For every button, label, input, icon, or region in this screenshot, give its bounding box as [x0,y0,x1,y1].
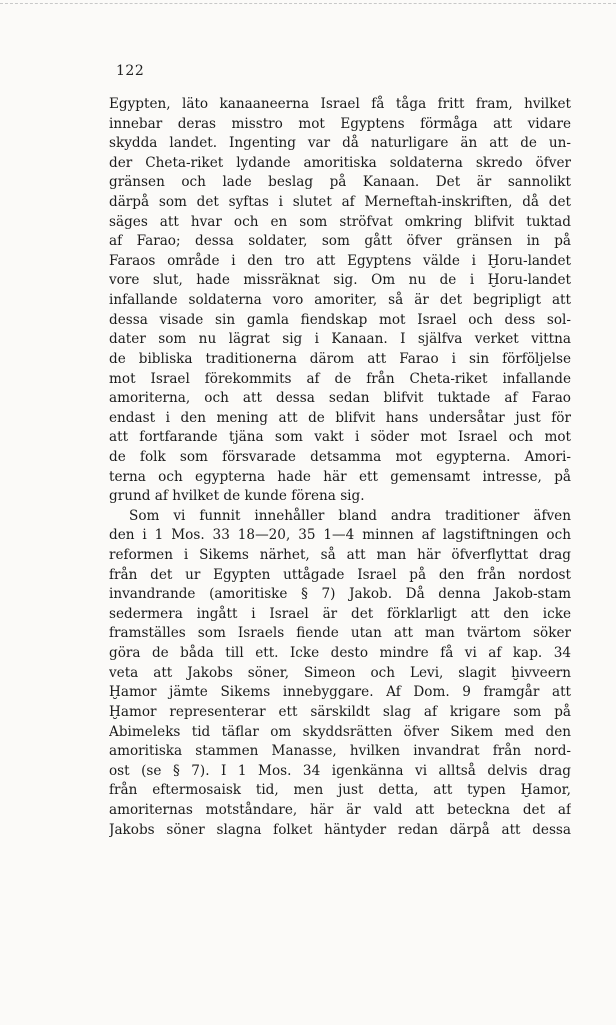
text-line: den i 1 Mos. 33 18—20, 35 1—4 minnen af lagstiftningen och [109,527,571,544]
text-line: från eftermosaisk tid, men just detta, att typen Ḫamor, [109,782,571,799]
text-line: mot Israel förekommits af de från Cheta-riket infallande [109,370,571,387]
text-line: amoriterna, och att dessa sedan blifvit tuktade af Farao [109,390,571,407]
text-line: Ḫamor jämte Sikems innebyggare. Af Dom. 9 framgår att [109,684,571,701]
text-line: Ḫamor representerar ett särskildt slag af krigare som på [109,703,571,720]
text-line: invandrande (amoritiske § 7) Jakob. Då denna Jakob-stam [109,586,571,603]
text-line: dater som nu lägrat sig i Kanaan. I själfva verket vittna [109,331,571,348]
text-line: skydda landet. Ingenting var då naturligare än att de un- [109,135,571,152]
text-line: vore slut, hade missräknat sig. Om nu de i Ḫoru-landet [109,272,571,289]
text-line: terna och egypterna hade här ett gemensamt intresse, på [109,468,571,485]
text-line: säges att hvar och en som ströfvat omkring blifvit tuktad [109,213,571,230]
text-line: amoritiska stammen Manasse, hvilken invandrat från nord- [109,743,571,760]
text-line: dessa visade sin gamla fiendskap mot Israel och dess sol- [109,311,571,328]
text-line: amoriternas motståndare, här är vald att beteckna det af [109,801,571,818]
text-line: därpå som det syftas i slutet af Merneftah-inskriften, då det [109,194,571,211]
text-line: att fortfarande tjäna som vakt i söder mot Israel och mot [109,429,571,446]
page-number: 122 [116,63,145,79]
text-line: Faraos område i den tro att Egyptens välde i Ḫoru-landet [109,252,571,269]
page-edge-divider [0,3,616,4]
text-line: de folk som försvarade detsamma mot egypterna. Amori- [109,448,571,465]
body-text [109,95,571,840]
text-line: infallande soldaterna voro amoriter, så är det begripligt att [109,292,571,309]
text-line: innebar deras misstro mot Egyptens förmåga att vidare [109,115,571,132]
text-line: af Farao; dessa soldater, som gått öfver gränsen in på [109,233,571,250]
text-line: ost (se § 7). I 1 Mos. 34 igenkänna vi alltså delvis drag [109,762,571,779]
text-line: reformen i Sikems närhet, så att man här öfverflyttat drag [109,547,571,564]
text-line: der Cheta-riket lydande amoritiska soldaterna skredo öfver [109,154,571,171]
text-line: Egypten, läto kanaaneerna Israel få tåga fritt fram, hvilket [109,96,571,112]
text-line: de bibliska traditionerna därom att Farao i sin förföljelse [109,350,571,367]
text-line: Jakobs söner slagna folket häntyder redan därpå att dessa [109,821,571,838]
text-line: sedermera ingått i Israel är det förklarligt att den icke [109,605,571,622]
text-line: Som vi funnit innehåller bland andra traditioner äfven [129,507,571,524]
text-line: gränsen och lade beslag på Kanaan. Det är sannolikt [109,174,571,191]
text-line: grund af hvilket de kunde förena sig. [109,488,365,505]
text-line: från det ur Egypten uttågade Israel på den från nordost [109,566,571,583]
text-line: Abimeleks tid täflar om skyddsrätten öfver Sikem med den [109,723,571,740]
text-line: göra de båda till ett. Icke desto mindre få vi af kap. 34 [109,645,571,662]
text-line: veta att Jakobs söner, Simeon och Levi, slagit ḫivveern [109,664,571,681]
text-line: endast i den mening att de blifvit hans undersåtar just för [109,409,571,426]
text-line: framställes som Israels fiende utan att man tvärtom söker [109,625,571,642]
